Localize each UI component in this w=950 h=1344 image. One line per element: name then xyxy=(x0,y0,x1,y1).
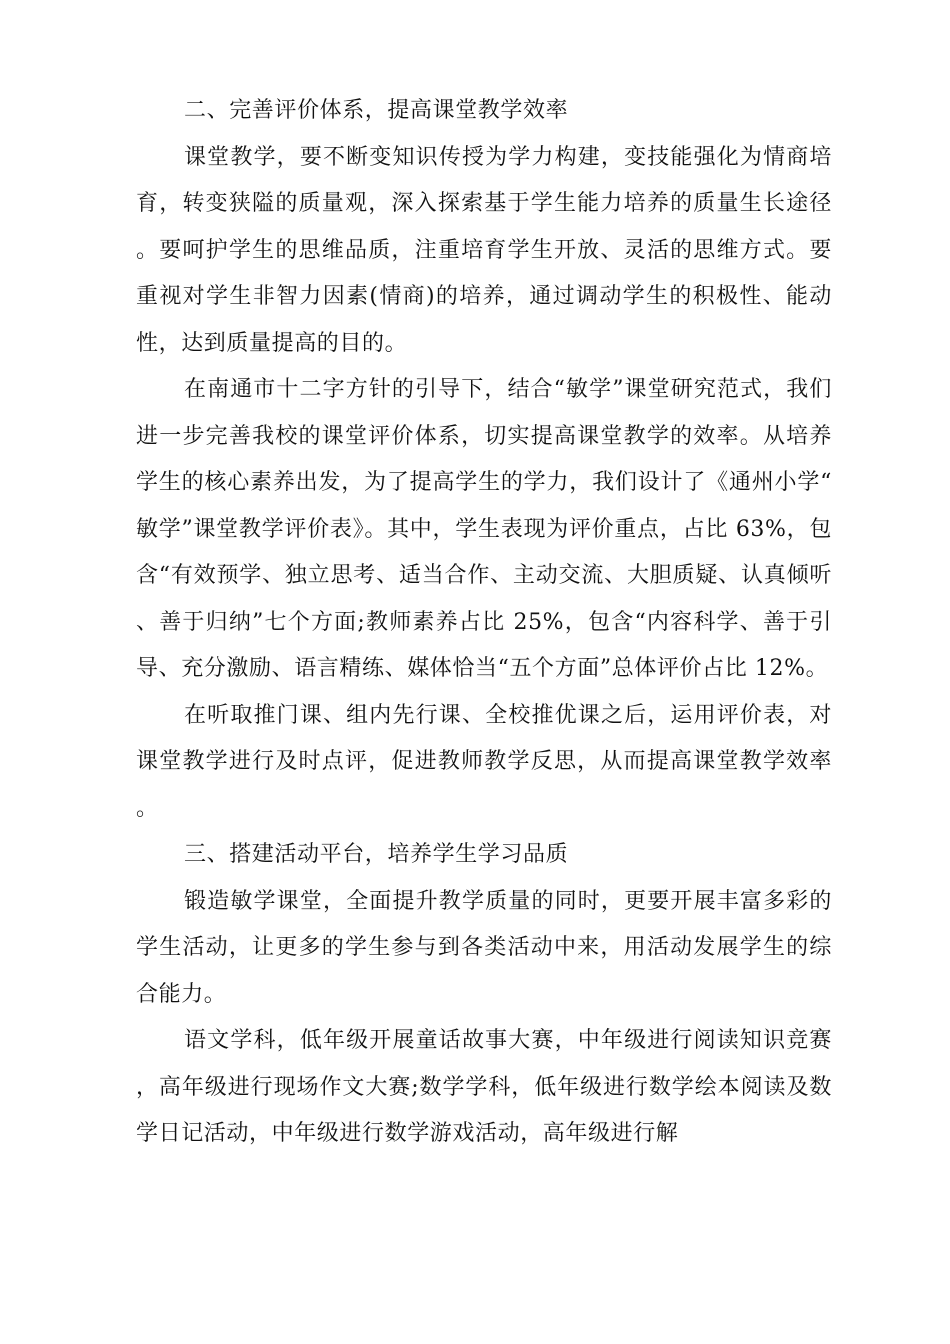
section-heading-3: 三、搭建活动平台，培养学生学习品质 xyxy=(184,842,569,867)
document-body xyxy=(136,88,832,1158)
paragraph: 语文学科，低年级开展童话故事大赛，中年级进行阅读知识竞赛，高年级进行现场作文大赛;数学学科，低年级进行数学绘本阅读及数学日记活动，中年级进行数学游戏活动，高年级进行解 xyxy=(136,1028,832,1146)
paragraph: 锻造敏学课堂，全面提升教学质量的同时，更要开展丰富多彩的学生活动，让更多的学生参与到各类活动中来，用活动发展学生的综合能力。 xyxy=(136,888,832,1007)
paragraph: 课堂教学，要不断变知识传授为学力构建，变技能强化为情商培育，转变狭隘的质量观，深入探索基于学生能力培养的质量生长途径。要呵护学生的思维品质，注重培育学生开放、灵活的思维方式。要重视对学生非智力因素(情商)的培养，通过调动学生的积极性、能动性，达到质量提高的目的。 xyxy=(136,144,832,356)
paragraph: 在南通市十二字方针的引导下，结合“敏学”课堂研究范式，我们进一步完善我校的课堂评价体系，切实提高课堂教学的效率。从培养学生的核心素养出发，为了提高学生的学力，我们设计了《通州小学“敏学”课堂教学评价表》。其中，学生表现为评价重点，占比 63%，包含“有效预学、独立思考、适当合作、主动交流、大胆质疑、认真倾听、善于归纳”七个方面;教师素养占比 25%，包含“内容科学、善于引导、充分激励、语言精练、媒体恰当“五个方面”总体评价占比 12%。 xyxy=(136,377,832,681)
paragraph: 在听取推门课、组内先行课、全校推优课之后，运用评价表，对课堂教学进行及时点评，促进教师教学反思，从而提高课堂教学效率。 xyxy=(136,702,832,821)
section-heading-2: 二、完善评价体系，提高课堂教学效率 xyxy=(184,98,569,123)
